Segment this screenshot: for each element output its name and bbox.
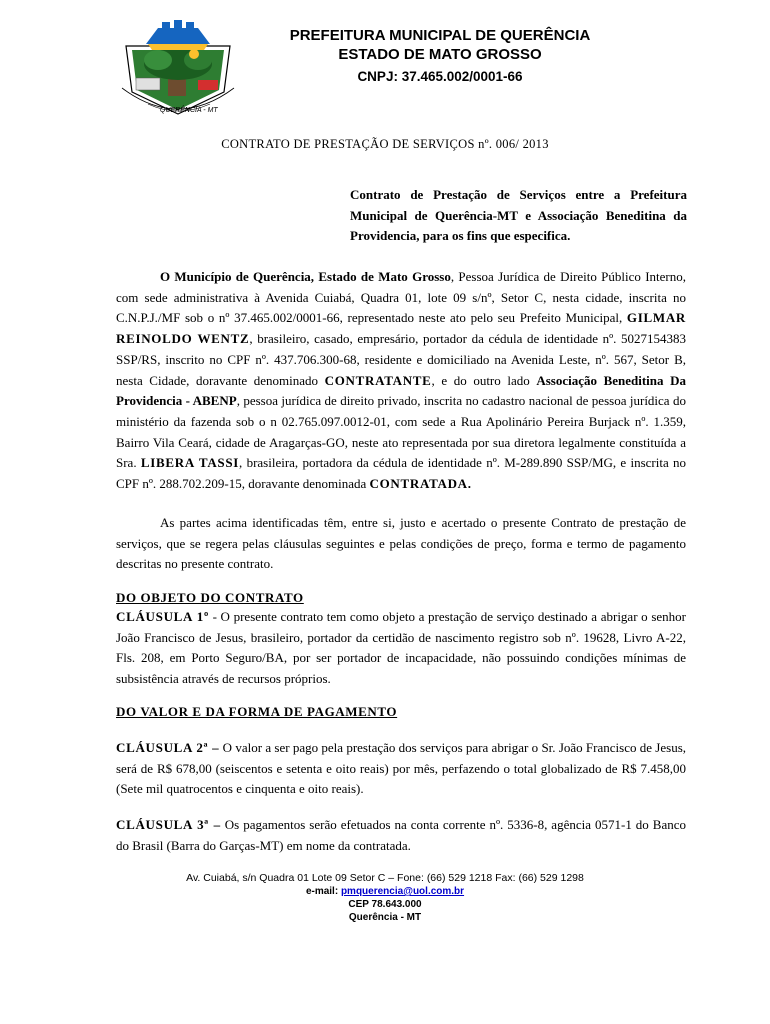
municipal-seal-logo (118, 18, 238, 118)
section-heading-payment: DO VALOR E DA FORMA DE PAGAMENTO (116, 704, 398, 719)
letterhead-state: ESTADO DE MATO GROSSO (338, 46, 542, 63)
section-heading-object: DO OBJETO DO CONTRATO (116, 590, 304, 605)
clause-3: CLÁUSULA 3ª – Os pagamentos serão efetuados na conta corrente nº. 5336-8, agência 0571-1 do Banco do Brasil (Barra do Garças-MT) em nome da contratada. (116, 817, 687, 853)
footer-cep: CEP 78.643.000 (348, 899, 422, 910)
footer-city: Querência - MT (348, 912, 422, 923)
contratante-label: CONTRATANTE (324, 372, 432, 388)
clause-2-label: CLÁUSULA 2ª – (116, 740, 220, 755)
clause-3-label: CLÁUSULA 3ª – (116, 817, 221, 832)
letterhead (240, 26, 640, 88)
seal-text: QUERÊNCIA - MT (160, 107, 218, 114)
clause-1: CLÁUSULA 1º - O presente contrato tem como objeto a prestação de serviço destinado a abrigar o senhor João Francisco de Jesus, brasileiro, portador da certidão de nascimento registro sob nº. 19628, Livro A-22, Fls. 208, em Porto Seguro/BA, por ser portador de incapacidade, não possuindo condições mínimas de subsistência através de recursos próprios. (116, 609, 686, 687)
letterhead-cnpj: CNPJ: 37.465.002/0001-66 (357, 69, 523, 84)
footer-email-line: e-mail: pmquerencia@uol.com.br (305, 886, 465, 897)
agreement-paragraph: As partes acima identificadas têm, entre si, justo e acertado o presente Contrato de prestação de serviços, que se regera pelas cláusulas seguintes e pelas condições de preço, forma e termo de pagamento descritas no presente contrato. (116, 515, 686, 572)
mayor-name: GILMAR REINOLDO WENTZ (116, 310, 686, 347)
contratada-label: CONTRATADA. (369, 476, 472, 492)
parties-paragraph: O Município de Querência, Estado de Mato Grosso, Pessoa Jurídica de Direito Público Interno, com sede administrativa à Avenida Cuiabá, Quadra 01, lote 09 s/nº, Setor C, nesta cidade, inscrita no C.N.P.J./MF sob o nº 37.465.002/0001-66, representado neste ato pelo seu Prefeito Municipal, GILMAR REINOLDO WENTZ, brasileiro, casado, empresário, portador da cédula de identidade nº. 5027154383 SSP/RS, inscrito no CPF nº. 437.706.300-68, residente e domiciliado na Avenida Leste, nº. 567, Setor B, nesta Cidade, doravante denominado CONTRATANTE, e do outro lado Associação Beneditina Da Providencia - ABENP, pessoa jurídica de direito privado, inscrita no cadastro nacional de pessoa jurídica do ministério da fazenda sob o n 02.765.097.0012-01, com sede a Rua Apolinário Pereira Burjack nº. 1.359, Bairro Vila Ceará, cidade de Aragarças-GO, neste ato representada por sua diretora legalmente constituída a Sra. LIBERA TASSI, brasileira, portadora da cédula de identidade nº. M-289.890 SSP/MG, e inscrita no CPF nº. 288.702.209-15, doravante denominada CONTRATADA. (116, 269, 686, 492)
clause-1-label: CLÁUSULA 1º (116, 609, 209, 624)
clause-2: CLÁUSULA 2ª – O valor a ser pago pela prestação dos serviços para abrigar o Sr. João Francisco de Jesus, será de R$ 678,00 (seiscentos e setenta e oito reais) por mês, perfazendo o total globalizado de R$ 7.458,00 (Sete mil quatrocentos e cinquenta e oito reais). (116, 740, 687, 797)
contract-summary: Contrato de Prestação de Serviços entre a Prefeitura Municipal de Querência-MT e Associação Beneditina da Providencia, para os fins que especifica. (350, 187, 687, 244)
party-municipality: O Município de Querência, Estado de Mato Grosso (160, 269, 451, 284)
footer-address: Av. Cuiabá, s/n Quadra 01 Lote 09 Setor C – Fone: (66) 529 1218 Fax: (66) 529 1298 (186, 872, 584, 884)
party-association: Associação Beneditina Da Providencia - ABENP (116, 372, 686, 409)
director-name: LIBERA TASSI (140, 455, 240, 471)
contract-title: CONTRATO DE PRESTAÇÃO DE SERVIÇOS nº. 006/ 2013 (221, 137, 549, 151)
footer (0, 872, 770, 924)
letterhead-title: PREFEITURA MUNICIPAL DE QUERÊNCIA (289, 27, 591, 44)
footer-email-link[interactable]: pmquerencia@uol.com.br (340, 886, 465, 897)
